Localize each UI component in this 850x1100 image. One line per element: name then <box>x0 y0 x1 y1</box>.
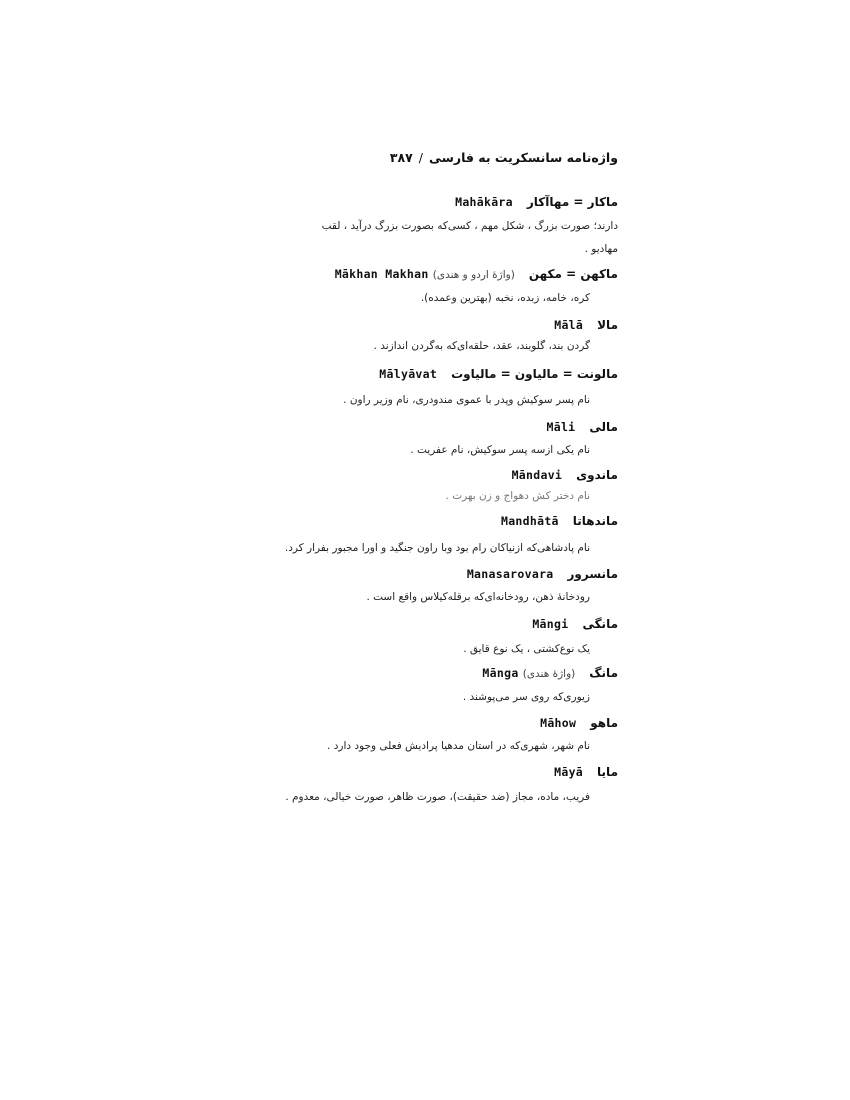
book-title: واژه‌نامه سانسکریت به فارسی <box>428 150 618 165</box>
entry-headword <box>501 514 618 528</box>
headword-transliteration: Mandhātā <box>500 514 559 528</box>
headword-persian: مایا <box>597 765 618 779</box>
headword-transliteration: Manasarovara <box>466 567 554 581</box>
definition-line: مهادیو . <box>584 243 618 255</box>
definition-line: نام پادشاهی‌که ازنیاکان رام بود وبا راون جنگید و اورا مجبور بفرار کرد. <box>284 542 590 554</box>
definition-line: رودخانهٔ ذهن، رودخانه‌ای‌که برقله‌کیلاس واقع است . <box>366 591 590 603</box>
headword-transliteration: Mākhan Makhan <box>334 267 429 281</box>
headword-transliteration: Māngi <box>532 617 569 631</box>
headword-transliteration: Mālā <box>554 318 584 332</box>
entry-headword <box>482 666 618 680</box>
definition-line: دارند؛ صورت بزرگ ، شکل مهم ، کسی‌که بصورت بزرگ درآید ، لقب <box>321 220 618 232</box>
headword-transliteration: Māli <box>546 420 576 434</box>
definition-line: کره، خامه، زبده، نخبه (بهترین وعمده). <box>420 292 590 304</box>
headword-persian: مانگی <box>582 617 618 631</box>
entry-headword <box>379 367 618 381</box>
definition-line: فریب، ماده، مجاز (ضد حقیقت)، صورت ظاهر، صورت خیالی، معدوم . <box>285 791 590 803</box>
headword-persian: مالونت = مالیاون = مالیاوت <box>451 367 618 381</box>
headword-persian: مانسرور <box>567 567 618 581</box>
entry-headword <box>554 765 618 779</box>
headword-annotation: (واژهٔ هندی) <box>522 668 576 680</box>
entry-headword <box>540 716 618 730</box>
entry-headword <box>455 195 618 209</box>
headword-persian: مانگ <box>589 666 618 680</box>
headword-persian: ماکهن = مکهن <box>528 267 618 281</box>
headword-transliteration: Mālyāvat <box>379 367 438 381</box>
entry-headword <box>512 468 618 482</box>
page-header <box>390 150 618 165</box>
headword-annotation: (واژهٔ اردو و هندی) <box>432 269 515 281</box>
entry-headword <box>335 267 618 281</box>
headword-transliteration: Mahākāra <box>455 195 513 209</box>
headword-persian: ماندوی <box>576 468 618 482</box>
headword-persian: ماکار = مهاآکار <box>526 195 618 209</box>
definition-line: نام یکی ازسه پسر سوکیش، نام عفریت . <box>410 444 590 456</box>
definition-line: گردن بند، گلوبند، عقد، حلقه‌ای‌که به‌گردن اندازند . <box>373 340 590 352</box>
headword-transliteration: Māhow <box>540 716 577 730</box>
headword-persian: مالی <box>589 420 618 434</box>
headword-transliteration: Mānga <box>482 666 519 680</box>
definition-line: نام پسر سوکیش وپدر با عموی مندودری، نام وزیر راون . <box>343 394 590 406</box>
page-number: ۳۸۷ <box>389 150 413 165</box>
entry-headword <box>554 318 618 332</box>
definition-line: یک نوع‌کشتی ، یک نوع قایق . <box>463 643 590 655</box>
headword-transliteration: Māndavi <box>511 468 563 482</box>
definition-line: نام شهر، شهری‌که در استان مدهیا پرادیش فعلی وجود دارد . <box>327 740 590 752</box>
definition-line: نام دختر کش دهواج و زن بهرت . <box>445 490 590 502</box>
entry-headword <box>532 617 618 631</box>
headword-persian: ماندهاتا <box>572 514 618 528</box>
entry-headword <box>467 567 618 581</box>
headword-transliteration: Māyā <box>554 765 584 779</box>
definition-line: زیوری‌که روی سر می‌پوشند . <box>462 691 590 703</box>
headword-persian: مالا <box>597 318 618 332</box>
header-separator: / <box>418 150 423 165</box>
entry-headword <box>547 420 619 434</box>
headword-persian: ماهو <box>590 716 618 730</box>
